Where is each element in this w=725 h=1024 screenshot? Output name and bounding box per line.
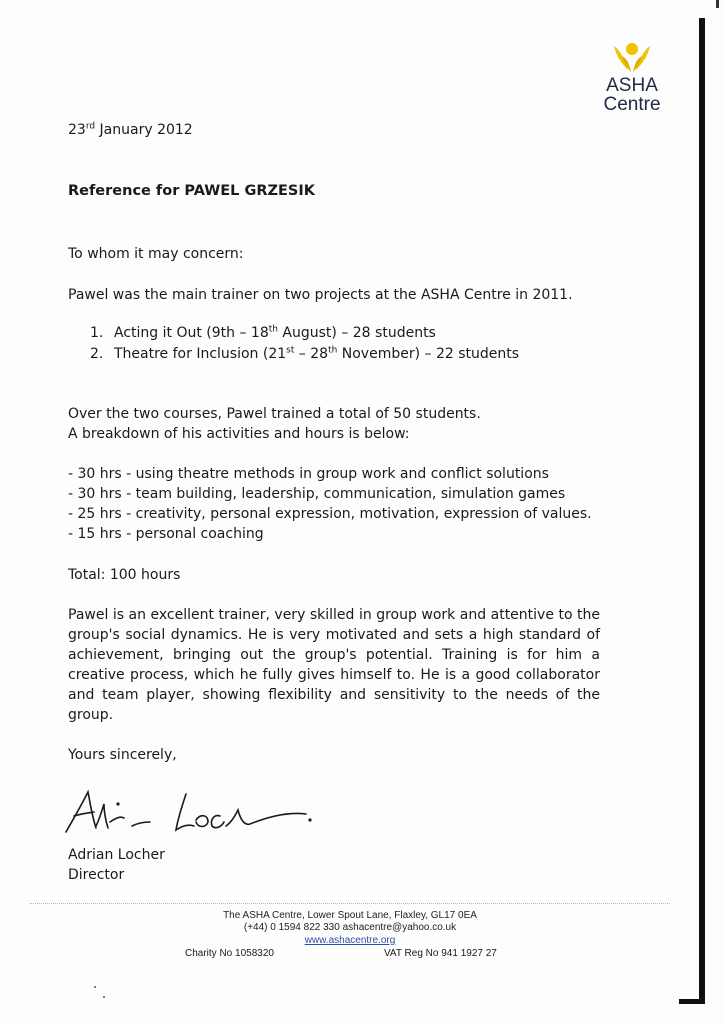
scan-edge-mark [716, 0, 719, 8]
asha-logo [596, 40, 668, 114]
letter-date: 23rd January 2012 [68, 121, 193, 138]
salutation: To whom it may concern: [68, 246, 244, 262]
website-link[interactable]: www.ashacentre.org [304, 935, 396, 946]
sun-leaf-icon [610, 40, 654, 76]
total-hours: Total: 100 hours [68, 567, 181, 583]
list-item: - 30 hrs - team building, leadership, communication, simulation games [68, 486, 566, 502]
summary-line: Over the two courses, Pawel trained a total of 50 students. [68, 406, 481, 422]
list-item: - 15 hrs - personal coaching [68, 526, 264, 542]
logo-line-1: ASHA [606, 75, 658, 96]
footer-divider [30, 903, 670, 904]
logo-line-2: Centre [603, 94, 661, 115]
project-list [90, 323, 519, 365]
footer-address: The ASHA Centre, Lower Spout Lane, Flaxley, GL17 0EA [223, 910, 477, 921]
signatory-title: Director [68, 867, 125, 883]
scan-edge-corner [679, 999, 705, 1004]
activity-list [68, 464, 592, 544]
reference-heading: Reference for PAWEL GRZESIK [68, 183, 316, 199]
list-item: - 25 hrs - creativity, personal expression, motivation, expression of values. [68, 506, 592, 522]
signatory-name: Adrian Locher [68, 847, 165, 863]
intro-sentence: Pawel was the main trainer on two projects at the ASHA Centre in 2011. [68, 287, 573, 303]
charity-number: Charity No 1058320 [185, 948, 274, 959]
footer-website-row [0, 935, 700, 947]
scan-speck [94, 986, 96, 988]
list-item: 1. Acting it Out (9th – 18th August) – 28 students [90, 324, 436, 341]
list-item: 2. Theatre for Inclusion (21st – 28th November) – 22 students [90, 345, 520, 362]
footer-contact: (+44) 0 1594 822 330 ashacentre@yahoo.co.uk [243, 922, 457, 933]
closing: Yours sincerely, [68, 747, 177, 763]
handwritten-signature [60, 782, 320, 842]
scan-speck [103, 996, 105, 998]
vat-number: VAT Reg No 941 1927 27 [384, 948, 497, 959]
summary-line: A breakdown of his activities and hours is below: [68, 426, 410, 442]
list-item: - 30 hrs - using theatre methods in group work and conflict solutions [68, 466, 549, 482]
assessment-paragraph: Pawel is an excellent trainer, very skilled in group work and attentive to the group's social dynamics. He is very motivated and sets a high standard of achievement, bringing out the group's potential. Training is for him a creative process, which he fully gives himself to. He is a good collaborator and team player, showing flexibility and sensitivity to the needs of the group. [68, 607, 600, 723]
scan-edge-bar [699, 18, 705, 1003]
